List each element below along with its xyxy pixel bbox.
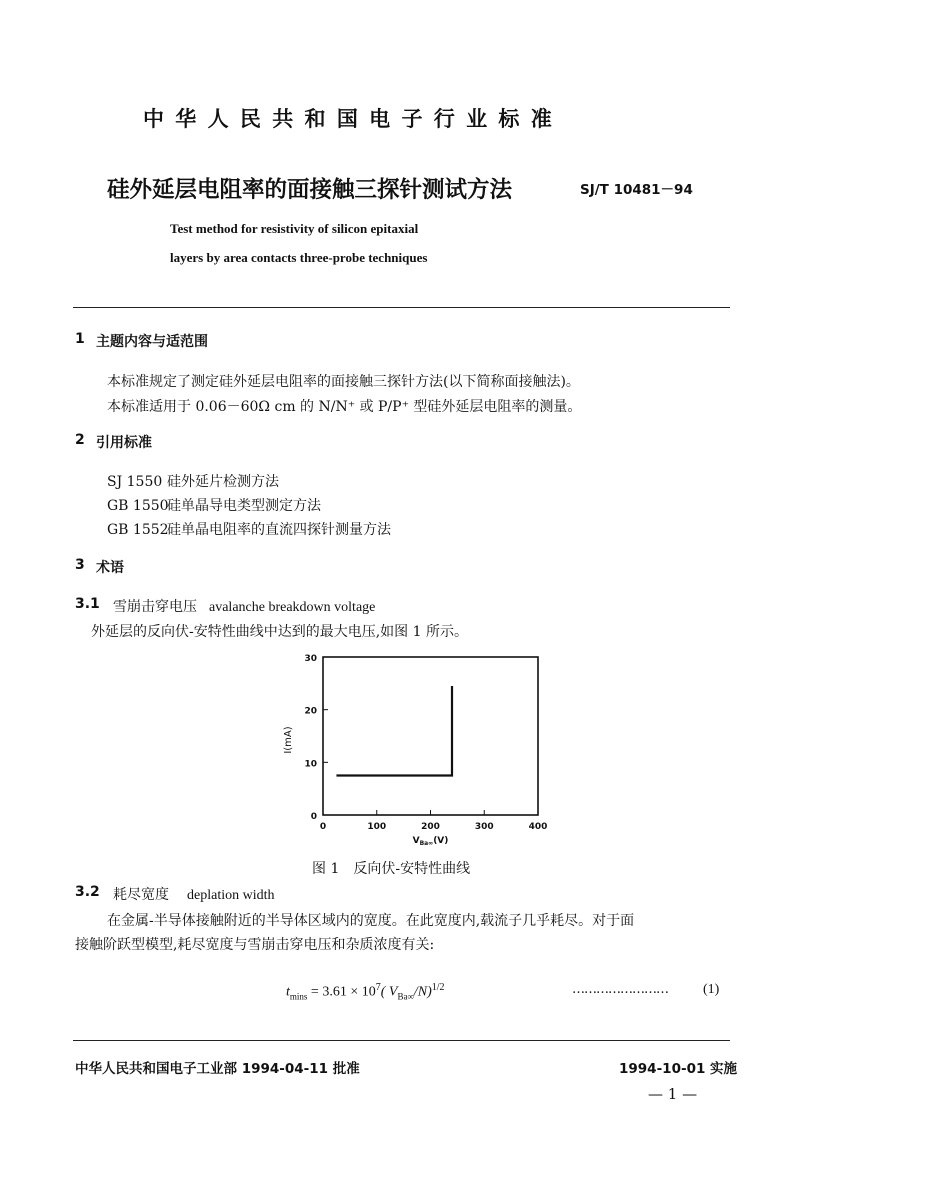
issuing-authority: 中 华 人 民 共 和 国 电 子 行 业 标 准 (143, 107, 554, 131)
clause-3-2-number: 3.2 (75, 884, 100, 900)
header-rule (73, 307, 730, 308)
page-number: — 1 — (648, 1085, 698, 1103)
y-tick-label: 0 (310, 812, 317, 822)
reference-name: 硅单晶导电类型测定方法 (167, 498, 321, 514)
equation-label: (1) (703, 982, 720, 997)
x-tick-label: 0 (319, 822, 327, 832)
equation-lhs: t (286, 984, 290, 1000)
document-title-en-line2: layers by area contacts three-probe techniques (170, 250, 428, 265)
x-tick-label: 400 (528, 822, 548, 832)
equation-lhs-subscript: mins (289, 991, 308, 1002)
equation-equals: = (307, 984, 323, 1000)
term-en: avalanche breakdown voltage (209, 600, 376, 615)
reference-code: GB 1550 (107, 498, 169, 514)
clause-3-1-number: 3.1 (75, 596, 100, 612)
term-cn: 耗尽宽度 (113, 887, 169, 903)
section-1-number: 1 (75, 331, 85, 347)
x-tick-label: 100 (367, 822, 387, 832)
x-tick-label: 300 (474, 822, 494, 832)
reference-name: 硅外延片检测方法 (167, 474, 279, 490)
iv-curve-line (336, 686, 452, 776)
effective-date: 1994-10-01 实施 (619, 1061, 738, 1077)
x-axis-label (413, 836, 449, 847)
reference-item (107, 471, 279, 491)
y-tick-label: 30 (304, 654, 317, 664)
section-3-title: 术语 (96, 560, 124, 576)
reference-item (107, 519, 391, 539)
figure-1-caption: 图 1 反向伏-安特性曲线 (312, 861, 471, 877)
reference-code: SJ 1550 (107, 474, 163, 490)
section-1-paragraph-1: 本标准规定了测定硅外延层电阻率的面接触三探针方法(以下简称面接触法)。 (107, 374, 580, 390)
equation-concentration: /N) (413, 984, 432, 1000)
section-1-paragraph-2: 本标准适用于 0.06－60Ω cm 的 N/N⁺ 或 P/P⁺ 型硅外延层电阻率的测量。 (107, 399, 582, 415)
x-tick-label: 200 (421, 822, 440, 832)
standard-number: SJ/T 10481－94 (580, 182, 693, 198)
section-1-title: 主题内容与适范围 (96, 334, 208, 350)
clause-3-2-term (113, 884, 275, 904)
x-axis-label-subscript: Ba∞ (419, 840, 434, 847)
section-2-number: 2 (75, 432, 85, 448)
equation-exponent: 7 (375, 982, 381, 993)
plot-frame (323, 657, 538, 815)
figure-1-chart (270, 650, 570, 850)
term-en: deplation width (187, 888, 275, 903)
footer-rule (73, 1040, 730, 1041)
y-tick-label: 10 (304, 759, 317, 770)
document-title-en-line1: Test method for resistivity of silicon epitaxial (170, 221, 419, 236)
y-tick-label: 20 (304, 706, 317, 717)
approval-statement: 中华人民共和国电子工业部 1994-04-11 批准 (75, 1061, 360, 1077)
y-axis-label: I(mA) (283, 726, 294, 754)
section-3-number: 3 (75, 557, 85, 573)
equation-1 (286, 982, 445, 1001)
x-axis-label-unit: (V) (433, 836, 449, 846)
document-title-cn: 硅外延层电阻率的面接触三探针测试方法 (107, 177, 513, 203)
clause-3-1-definition: 外延层的反向伏-安特性曲线中达到的最大电压,如图 1 所示。 (91, 624, 468, 640)
clause-3-2-definition-line2: 接触阶跃型模型,耗尽宽度与雪崩击穿电压和杂质浓度有关: (75, 937, 435, 953)
equation-power: 1/2 (431, 982, 445, 993)
reference-name: 硅单晶电阻率的直流四探针测量方法 (167, 522, 391, 538)
equation-coefficient: 3.61 × 10 (322, 984, 376, 1000)
section-2-title: 引用标准 (96, 435, 152, 451)
equation-voltage-subscript: Ba∞ (397, 991, 414, 1002)
equation-voltage: ( V (380, 984, 398, 1000)
reference-code: GB 1552 (107, 522, 169, 538)
equation-leader-dots: …………………… (572, 982, 668, 997)
reference-item (107, 495, 321, 515)
clause-3-2-definition-line1: 在金属-半导体接触附近的半导体区域内的宽度。在此宽度内,载流子几乎耗尽。对于面 (107, 913, 635, 929)
clause-3-1-term (113, 596, 375, 616)
x-axis-label-symbol: V (412, 836, 420, 846)
term-cn: 雪崩击穿电压 (113, 599, 197, 615)
